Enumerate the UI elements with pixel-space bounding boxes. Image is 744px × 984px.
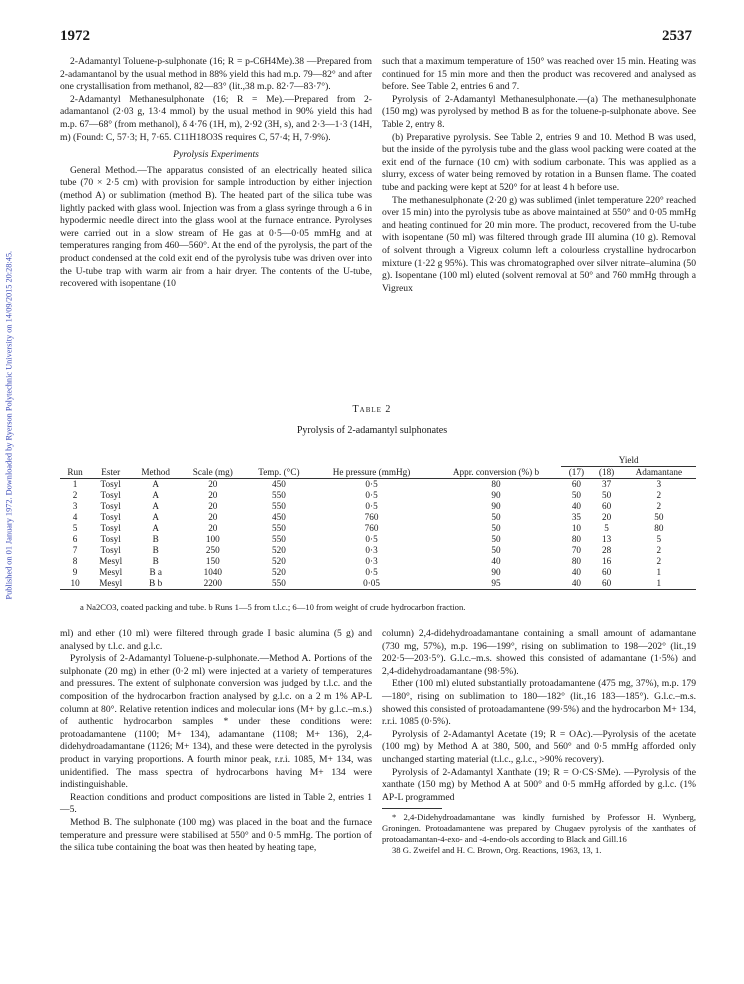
table-cell: 16: [601, 556, 612, 566]
table-cell: 50: [491, 512, 501, 522]
table-cell: 550: [272, 501, 286, 511]
table-cell: A: [152, 512, 160, 522]
column-header: Adamantane: [622, 467, 696, 479]
table-cell: 7: [72, 545, 78, 555]
table-cell: 0·5: [365, 567, 378, 577]
table-cell: 1: [72, 479, 78, 489]
paragraph-filtration: ml) and ether (10 ml) were filtered through grade I basic alumina (5 g) and analysed by t.l.c. and g.l.c.: [60, 628, 372, 652]
table-cell: 50: [491, 523, 501, 533]
table-cell: 3: [72, 501, 78, 511]
table-row: [60, 501, 696, 512]
table-cell: 80: [571, 556, 581, 566]
table-row: [60, 512, 696, 523]
column-header: (18): [592, 467, 622, 479]
table-cell: 520: [272, 567, 286, 577]
table-cell: 90: [491, 490, 501, 500]
table-cell: 550: [272, 523, 286, 533]
yield-group-header: Yield: [561, 455, 696, 467]
table-cell: 40: [571, 501, 581, 511]
table-cell: 50: [601, 490, 612, 500]
table-cell: 760: [364, 523, 379, 533]
table-cell: 100: [205, 534, 220, 544]
table-cell: 550: [272, 534, 286, 544]
table-cell: 0·3: [365, 545, 378, 555]
table-cell: Tosyl: [100, 501, 121, 511]
table-cell: 3: [656, 479, 662, 489]
paragraph-mesylate-pyrolysis: Pyrolysis of 2-Adamantyl Methanesulphonate.—(a) The methanesulphonate (150 mg) was pyrolysed by method B as for the toluene-p-sulphonate above. See Table 2, entry 8.: [382, 93, 696, 130]
footnote-reference-38: 38 G. Zweifel and H. C. Brown, Org. Reactions, 1963, 13, 1.: [392, 845, 602, 856]
table-cell: 550: [245, 578, 312, 590]
table-cell: 90: [491, 501, 501, 511]
table-cell: 40: [561, 578, 591, 590]
table-cell: Tosyl: [100, 512, 121, 522]
table-cell: 80: [654, 523, 664, 533]
table-cell: Tosyl: [100, 479, 121, 489]
table-cell: B: [152, 556, 159, 566]
table-cell: Tosyl: [100, 534, 121, 544]
table-cell: Mesyl: [90, 578, 131, 590]
table-cell: 0·3: [365, 556, 378, 566]
table-cell: 10: [60, 578, 90, 590]
footnote-star: * 2,4-Didehydroadamantane was kindly furnished by Professor H. Wynberg, Groningen. Protoadamantene was prepared by Chugaev pyrolysis of the xanthates of protoadamantan-4-exo- and -4-endo-ols according to Black and Gill.16: [382, 812, 696, 845]
paragraph-preparative: (b) Preparative pyrolysis. See Table 2, entries 9 and 10. Method B was used, but the inside of the pyrolysis tube and the glass wool packing were coated at the exit end of the furnace (10 cm) with sodium carbonate. This was applied as a slurry, excess of water being removed by rotation in a Bunsen flame. The coated tube and packing were kept at 520° for at least 4 h before use.: [382, 131, 696, 193]
paragraph-sublimation: The methanesulphonate (2·20 g) was sublimed (inlet temperature 220° reached over 15 min) into the pyrolysis tube as above maintained at 550° and 0·05 mmHg and heating continued for 20 min more. The product, recovered from the U-tube with isopentane (50 ml) was filtered through grade III alumina (10 g). Removal of solvent through a Vigreux column left a colourless crystalline hydrocarbon mixture (1·22 g 95%). This was chromatographed over silver nitrate–alumina (50 g). Isopentane (100 ml) eluted (solvent removal at 50° and 760 mmHg through a Vigreux: [382, 194, 696, 294]
paragraph-continued: such that a maximum temperature of 150° was reached over 15 min. Heating was continued for 15 min more and then the product was recovered and analysed as before. See Table 2, entries 6 and 7.: [382, 56, 696, 93]
table-cell: 20: [208, 479, 218, 489]
table-cell: A: [152, 523, 160, 533]
table-cell: 5: [72, 523, 78, 533]
table-row: [60, 479, 696, 491]
paragraph-method-b: Method B. The sulphonate (100 mg) was placed in the boat and the furnace temperature and pressure were stabilised at 550° and 0·5 mmHg. The portion of the silica tube containing the boat was then heated by heating tape,: [60, 816, 372, 854]
table-cell: B: [152, 534, 159, 544]
table-cell: Mesyl: [99, 567, 123, 577]
table-cell: 90: [491, 567, 501, 577]
table-cell: B a: [149, 567, 162, 577]
table-cell: 520: [272, 545, 286, 555]
table-cell: 60: [601, 567, 612, 577]
table-cell: 2: [656, 490, 662, 500]
table-label: Table 2: [352, 404, 392, 415]
table-cell: 8: [72, 556, 78, 566]
table-cell: 37: [601, 479, 612, 489]
table-cell: A: [152, 490, 160, 500]
table-cell: 0·5: [365, 501, 378, 511]
table-cell: 35: [571, 512, 581, 522]
table-cell: 450: [272, 479, 286, 489]
paragraph-method-a: Pyrolysis of 2-Adamantyl Toluene-p-sulphonate.—Method A. Portions of the sulphonate (20 mg) in ether (0·2 ml) were injected at a variety of temperatures and pressures. The extent of sulphonate conversion was judged by t.l.c. and the composition of the hydrocarbon fraction analysed by g.l.c. on a 2 m 1% AP-L column at 80°. Relative retention indices and molecular ions (M+ by g.l.c.–m.s.) of authentic hydrocarbon samples * under these conditions were: protoadamantene (1100; M+ 134), adamantane (1108; M+ 136), 2,4-didehydroadamantane (1126; M+ 134), and these were detected in the pyrolysis product in varying proportions. A fourth minor peak, r.r.i. 1085, M+ 134, was unidentified. The mass spectra of hydrocarbons having M+ 134 were indistinguishable.: [60, 653, 372, 791]
table-cell: 10: [571, 523, 581, 533]
running-header-page-number: 2537: [662, 28, 692, 44]
section-heading-pyrolysis: Pyrolysis Experiments: [173, 149, 259, 161]
table-cell: 5: [604, 523, 609, 533]
table-cell: 80: [491, 479, 501, 489]
paragraph-protoadamantene: Ether (100 ml) eluted substantially protoadamantene (475 mg, 37%), m.p. 179—180°, rising on sublimation to 180—182° (lit.,16 183—185°). G.l.c.–m.s. showed this consisted of protoadamantene (99·5%) and the hydrocarbon M+ 134, r.r.i. 1085 (0·5%).: [382, 678, 696, 728]
table-row: [60, 545, 696, 556]
table-cell: 4: [72, 512, 78, 522]
column-header: Appr. conversion (%) b: [431, 467, 562, 479]
table-row: [60, 523, 696, 534]
table-cell: 50: [491, 534, 501, 544]
table-cell: 6: [72, 534, 78, 544]
paragraph-tosylate-prep: 2-Adamantyl Toluene-p-sulphonate (16; R = p-C6H4Me).38 —Prepared from 2-adamantanol by the usual method in 88% yield this had m.p. 79—82° and after one crystallisation from methanol, 82—83° (lit.,38 m.p. 82·7—83·7°).: [60, 56, 372, 93]
paragraph-xanthate: Pyrolysis of 2-Adamantyl Xanthate (19; R = O·CS·SMe). —Pyrolysis of the xanthate (150 mg) by Method A at 500° and 0·5 mmHg afforded by g.l.c. (1% AP-L programmed: [382, 766, 696, 803]
paragraph-didehydro: column) 2,4-didehydroadamantane containing a small amount of adamantane (730 mg, 57%), m.p. 196—199°, rising on sublimation to 198—202° (lit.,19 202·5—203·5°). G.l.c.–m.s. showed this consisted of adamantane (1·5%) and 2,4-didehydroadamantane (98·5%).: [382, 628, 696, 677]
table-cell: 20: [208, 523, 218, 533]
table-cell: Tosyl: [100, 545, 121, 555]
table-cell: 150: [205, 556, 220, 566]
table-cell: Tosyl: [100, 490, 121, 500]
side-download-note: Published on 01 January 1972. Downloaded by Ryerson Polytechnic University on 14/09/2015 20:28:45.: [4, 250, 14, 600]
table-cell: B: [152, 545, 159, 555]
table-cell: 0·5: [365, 534, 378, 544]
table-title: Pyrolysis of 2-adamantyl sulphonates: [296, 425, 448, 436]
column-header: (17): [561, 467, 591, 479]
paragraph-general-method: General Method.—The apparatus consisted of an electrically heated silica tube (70 × 2·5 cm) with provision for sample introduction by either injection (method A) or sublimation (method B). The heated part of the silica tube was lightly packed with glass wool. Injection was from a glass syringe through a 6 in hypodermic needle direct into the glass wool at the furnace entrance. Pyrolyses were carried out in a slow stream of He gas at 0·5—0·05 mmHg and at temperatures ranging from 460—560°. At the end of the pyrolysis, the part of the product condensed at the cold exit end of the pyrolysis tube was driven over into the U-tube trap with warm air from a hair dryer. The contents of the U-tube, recovered with isopentane (10: [60, 164, 372, 290]
running-header-year: 1972: [60, 28, 90, 44]
column-header: Run: [60, 467, 90, 479]
column-right-bottom: [382, 628, 696, 856]
table-cell: 95: [431, 578, 562, 590]
table-cell: A: [152, 501, 160, 511]
table-cell: 9: [72, 567, 78, 577]
table-cell: 70: [571, 545, 581, 555]
table-cell: 2: [656, 501, 662, 511]
table-cell: Tosyl: [100, 523, 121, 533]
column-right-top: [382, 56, 696, 295]
table-cell: 1: [622, 578, 696, 590]
column-header: Temp. (°C): [245, 467, 312, 479]
table-cell: 760: [364, 512, 379, 522]
table-cell: 250: [205, 545, 220, 555]
column-header: He pressure (mmHg): [312, 467, 430, 479]
table-cell: B b: [131, 578, 180, 590]
table-header-row: [60, 467, 696, 479]
results-table: [60, 455, 696, 590]
table-cell: 0·5: [365, 479, 378, 489]
table-cell: 40: [491, 556, 501, 566]
table-cell: 50: [654, 512, 664, 522]
table-cell: 0·5: [365, 490, 378, 500]
paragraph-conditions: Reaction conditions and product compositions are listed in Table 2, entries 1—5.: [60, 791, 372, 816]
table-cell: 50: [571, 490, 581, 500]
table-cell: 20: [208, 512, 218, 522]
table-row: [60, 567, 696, 578]
table-cell: 60: [571, 479, 581, 489]
table-cell: 28: [601, 545, 612, 555]
table-cell: 0·05: [312, 578, 430, 590]
table-cell: 20: [208, 490, 218, 500]
column-left-top: [60, 56, 372, 291]
table-cell: 13: [601, 534, 612, 544]
table-cell: 20: [208, 501, 218, 511]
table-cell: 40: [571, 567, 581, 577]
column-left-bottom: [60, 628, 372, 855]
table-row: [60, 578, 696, 590]
paragraph-acetate: Pyrolysis of 2-Adamantyl Acetate (19; R = OAc).—Pyrolysis of the acetate (100 mg) by Method A at 380, 500, and 560° and 0·5 mmHg afforded only unchanged starting material (t.l.c., g.l.c., >90% recovery).: [382, 728, 696, 765]
footnote-divider: [382, 808, 442, 809]
table-cell: 2: [72, 490, 78, 500]
table-cell: 520: [272, 556, 286, 566]
table-cell: 1: [656, 567, 662, 577]
table-cell: A: [152, 479, 160, 489]
table-cell: 80: [571, 534, 581, 544]
table-cell: 2: [656, 556, 662, 566]
table-cell: 60: [592, 578, 622, 590]
table-row: [60, 490, 696, 501]
column-header: Scale (mg): [180, 467, 245, 479]
table-cell: 20: [601, 512, 612, 522]
table-cell: 1040: [203, 567, 222, 577]
table-cell: 5: [656, 534, 662, 544]
table-cell: 2: [656, 545, 662, 555]
table-cell: 60: [601, 501, 612, 511]
table-cell: 50: [491, 545, 501, 555]
table-cell: 450: [272, 512, 286, 522]
table-cell: 2200: [180, 578, 245, 590]
paragraph-mesylate-prep: 2-Adamantyl Methanesulphonate (16; R = Me).—Prepared from 2-adamantanol (2·03 g, 13·4 mmol) by the usual method in 90% yield this had m.p. 67—68° (from methanol), δ 4·76 (1H, m), 2·92 (3H, s), and 2·3—1·3 (14H, m) (Found: C, 57·3; H, 7·65. C11H18O3S requires C, 57·4; H, 7·9%).: [60, 93, 372, 143]
column-header: Ester: [90, 467, 131, 479]
table-cell: 550: [272, 490, 286, 500]
table-cell: Mesyl: [99, 556, 123, 566]
table-row: [60, 534, 696, 545]
table-footnote: a Na2CO3, coated packing and tube. b Runs 1—5 from t.l.c.; 6—10 from weight of crude hydrocarbon fraction.: [80, 602, 466, 612]
column-header: Method: [131, 467, 180, 479]
table-row: [60, 556, 696, 567]
